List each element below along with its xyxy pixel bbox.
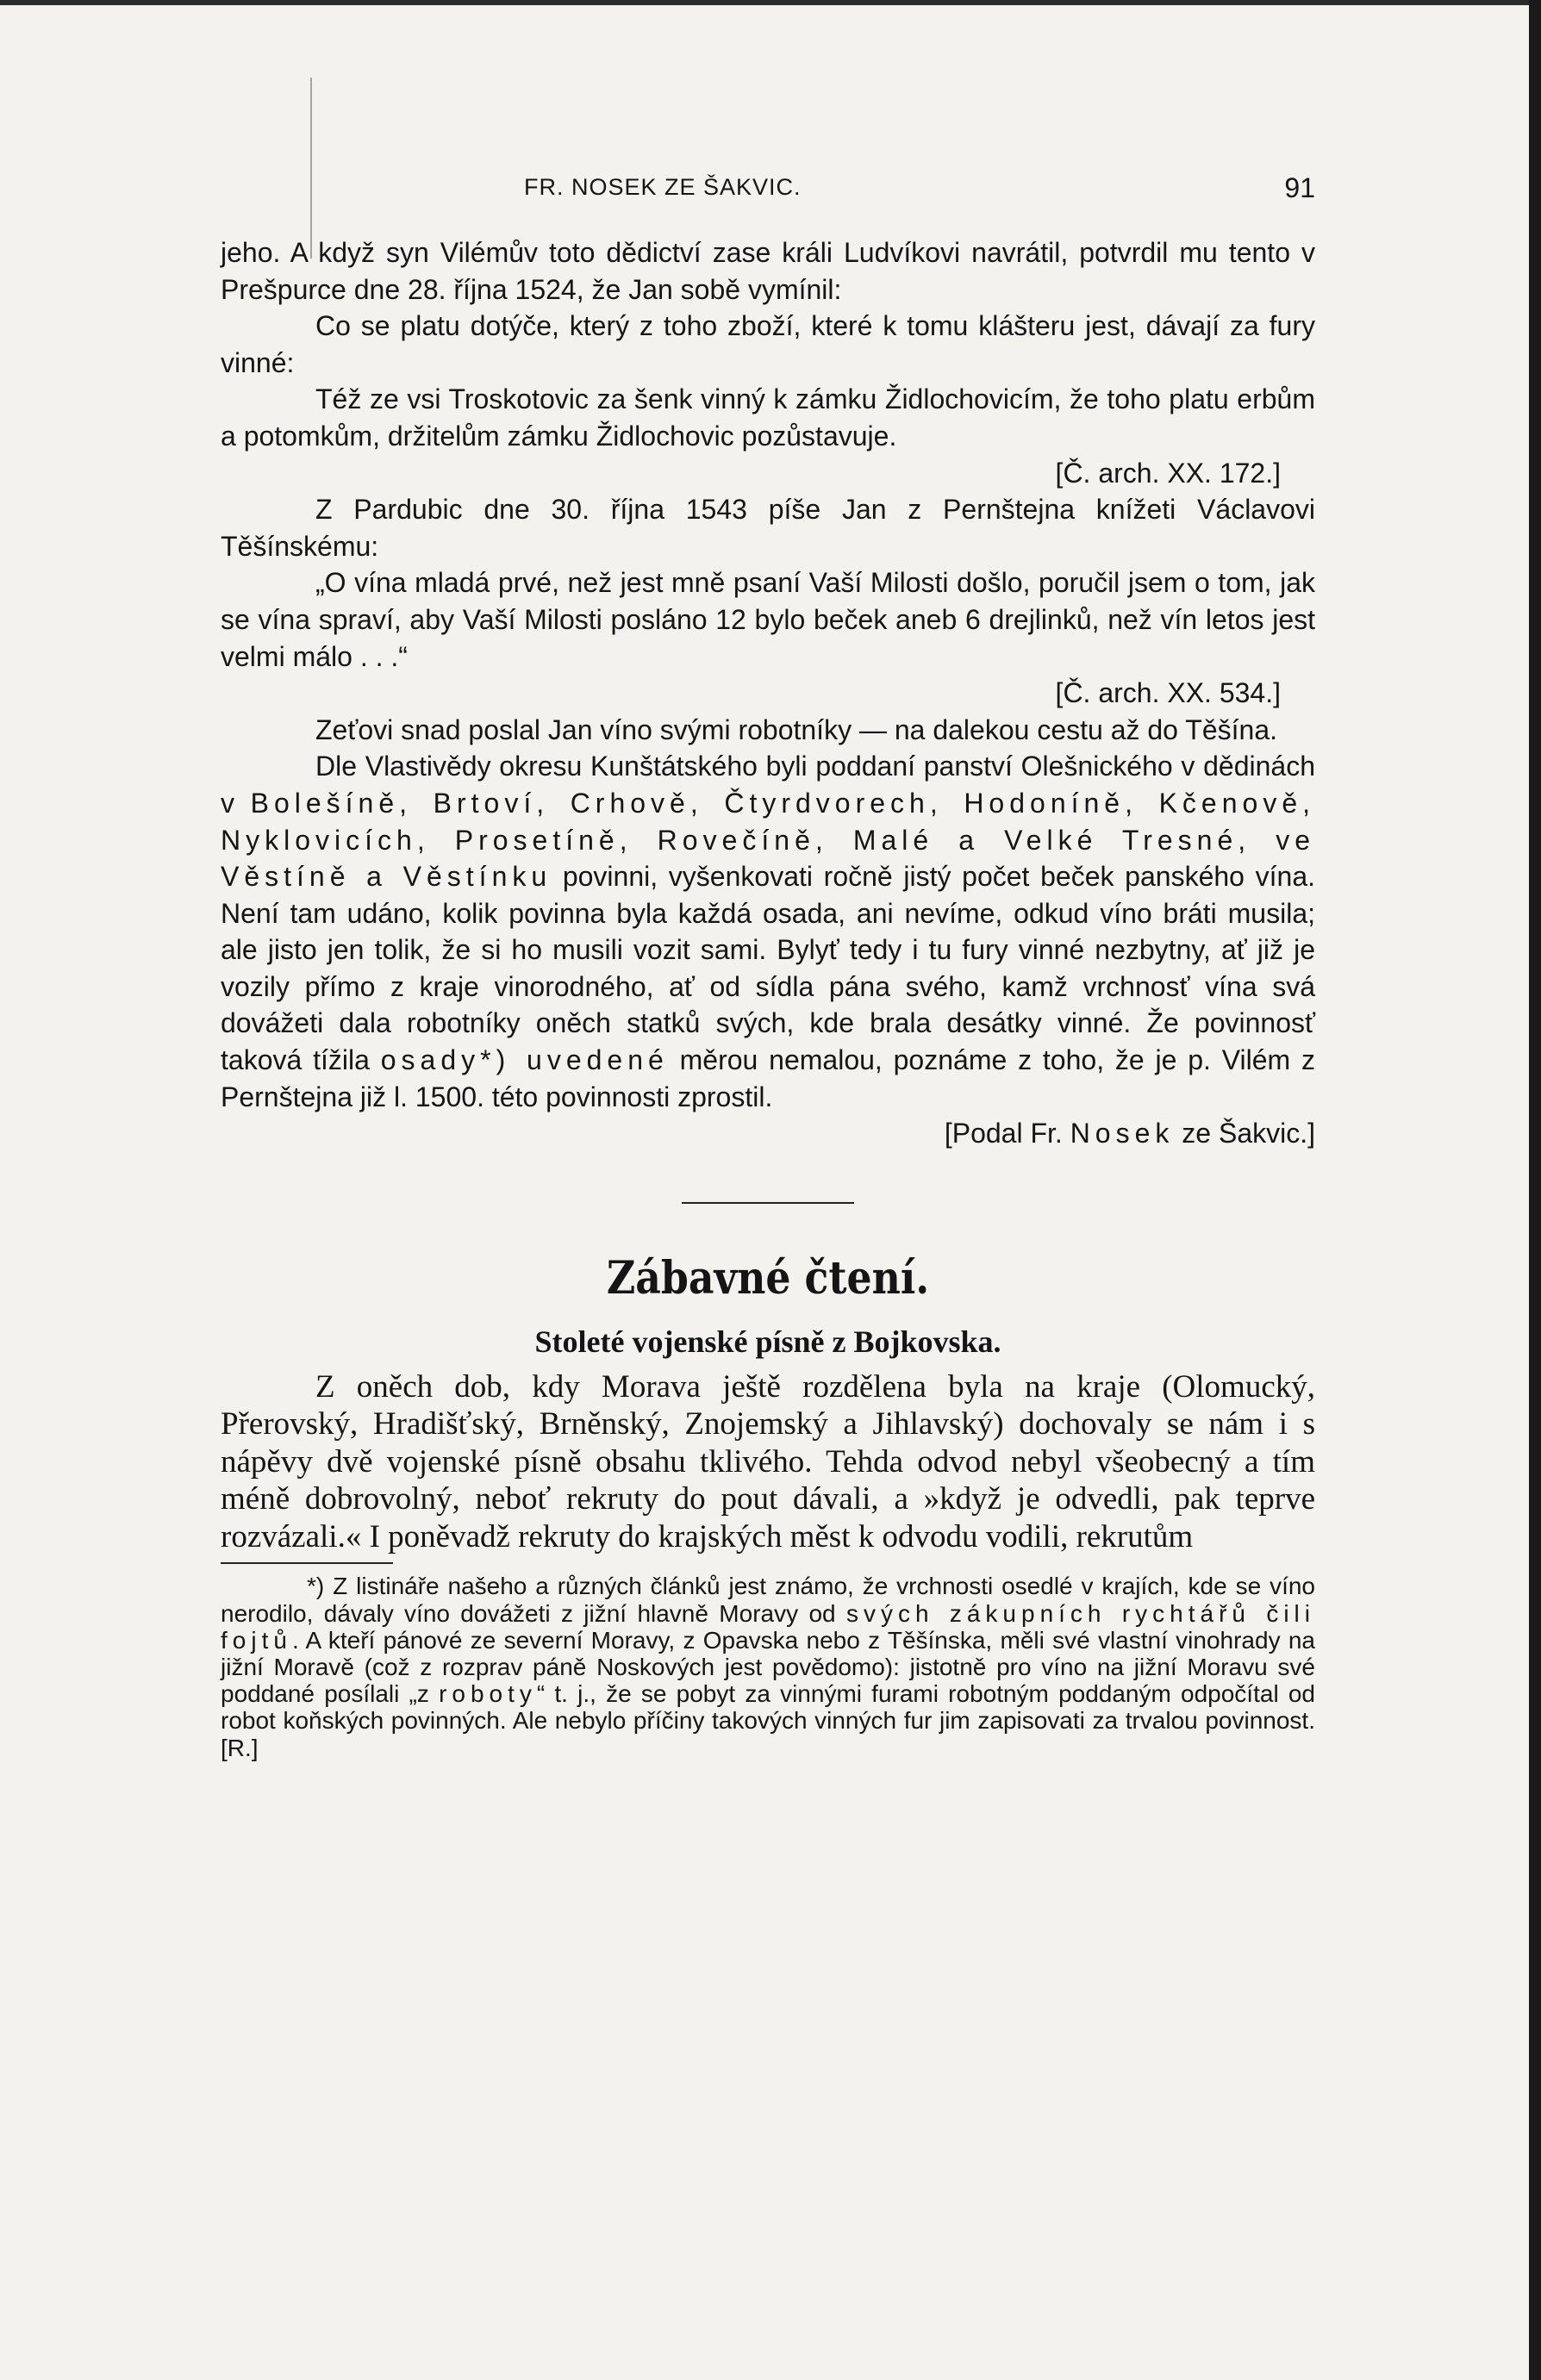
section-divider (682, 1202, 854, 1204)
village-names: Bolešíně, Brtoví, Crhově, Čtyrdvorech, Hodoníně, Kčenově, Nyklovicích, Prosetíně, Rovečíně, Malé a Velké Tresné, ve Věstíně a Věstínku (221, 787, 1316, 893)
signature-prefix: [Podal Fr. (944, 1118, 1070, 1150)
footnote-text (221, 1573, 1315, 1760)
text-run: povinni, vyšenkovati ročně jistý počet beček panského vína. Není tam udáno, kolik povinna byla každá osada, ani nevíme, odkud víno bráti musila; ale jisto jen tolik, že si ho musili vozit sami. Bylyť tedy i tu fury vinné nezbytny, ať již je vozily přímo z kraje vinorodného, ať od sídla pána svého, kamž vrchnosť vína svá dovážeti dala robotníky oněch statků svých, kde brala desátky vinné. Že povinnosť taková tížila (221, 861, 1316, 1076)
spaced-word: roboty (439, 1680, 537, 1708)
author-name: Nosek (1070, 1118, 1175, 1150)
spaced-phrase: osady*) uvedené (380, 1044, 669, 1076)
paragraph: jeho. A když syn Vilémův toto dědictví zase králi Ludvíkovi navrátil, potvrdil mu tento v Prešpurce dne 28. října 1524, že Jan sobě vymínil: (221, 237, 1315, 305)
running-head (221, 164, 1315, 215)
paragraph: Též ze vsi Troskotovic za šenk vinný k zámku Židlochovicím, že toho platu erbům a potomkům, držitelům zámku Židlochovic pozůstavuje. (221, 383, 1315, 452)
scan-edge-right (1529, 0, 1541, 2380)
text-run: Dle Vlastivědy okresu Kunštátského byli poddaní panství Olešnického v dědinách v (221, 751, 1315, 819)
archive-citation: [Č. arch. XX. 534.] (1055, 677, 1281, 709)
signature (221, 1115, 1315, 1152)
footnote (221, 1573, 1315, 1760)
quoted-letter: „O vína mladá prvé, než jest mně psaní Vaší Milosti došlo, poručil jsem o tom, jak se vína spraví, aby Vaší Milosti posláno 12 bylo beček aneb 6 drejlinků, než vín letos jest velmi málo . . .“ (221, 567, 1315, 672)
spaced-phrase: svých zákupních rychtářů čili fojtů (221, 1599, 1316, 1654)
article-subtitle: Stoleté vojenské písně z Bojkovska. (534, 1324, 1001, 1359)
page-number: 91 (1284, 172, 1315, 203)
article-wine-fury (221, 234, 1315, 1152)
text-run: *) Z listináře našeho a různých článků jest známo, že vrchnosti osedlé v krajích, kde se víno nerodilo, dávaly víno dovážeti z jižní hlavně Moravy od (221, 1573, 1315, 1627)
paragraph-villages (221, 748, 1315, 1115)
section-title: Zábavné čtení. (606, 1251, 930, 1305)
paragraph: Co se platu dotýče, který z toho zboží, které k tomu klášteru jest, dávají za fury vinné: (221, 310, 1315, 378)
paragraph: Z oněch dob, kdy Morava ještě rozdělena byla na kraje (Olomucký, Přerovský, Hradišťský, Brněnský, Znojemský a Jihlavský) dochovaly se nám i s nápěvy dvě vojenské písně obsahu tklivého. Tehda odvod nebyl všeobecný a tím méně dobrovolný, neboť rekruty do pout dávali, a »když je odvedli, pak teprve rozvázali.« I poněvadž rekruty do krajských měst k odvodu vodili, rekrutům (221, 1368, 1315, 1554)
running-title: FR. NOSEK ZE ŠAKVIC. (524, 174, 802, 200)
paragraph: Zeťovi snad poslal Jan víno svými robotníky — na dalekou cestu až do Těšína. (315, 713, 1277, 745)
article-military-songs (221, 1368, 1315, 1556)
archive-citation: [Č. arch. XX. 172.] (1055, 457, 1281, 489)
scan-edge-top (0, 0, 1541, 5)
text-run: “ t. j., že se pobyt za vinnými furami robotným poddaným odpočítal od robot koňských povinných. Ale nebylo příčiny takových vinných fur jim zapisovati za trvalou povinnost. [R.] (221, 1680, 1315, 1761)
text-run: měrou nemalou, poznáme z toho, že je p. Vilém z Pernštejna již l. 1500. této povinnosti zprostil. (221, 1044, 1316, 1112)
page (221, 164, 1315, 1761)
paragraph: Z Pardubic dne 30. října 1543 píše Jan z Pernštejna knížeti Václavovi Těšínskému: (221, 494, 1315, 562)
footnote-rule (221, 1562, 393, 1564)
text-run: . A kteří pánové ze severní Moravy, z Opavska nebo z Těšínska, měli své vlastní vinohrady na jižní Moravě (což z rozprav páně Noskových jest povědomo): jistotně pro víno na jižní Moravu své poddané posílali „z (221, 1626, 1315, 1708)
signature-suffix: ze Šakvic.] (1174, 1118, 1315, 1150)
